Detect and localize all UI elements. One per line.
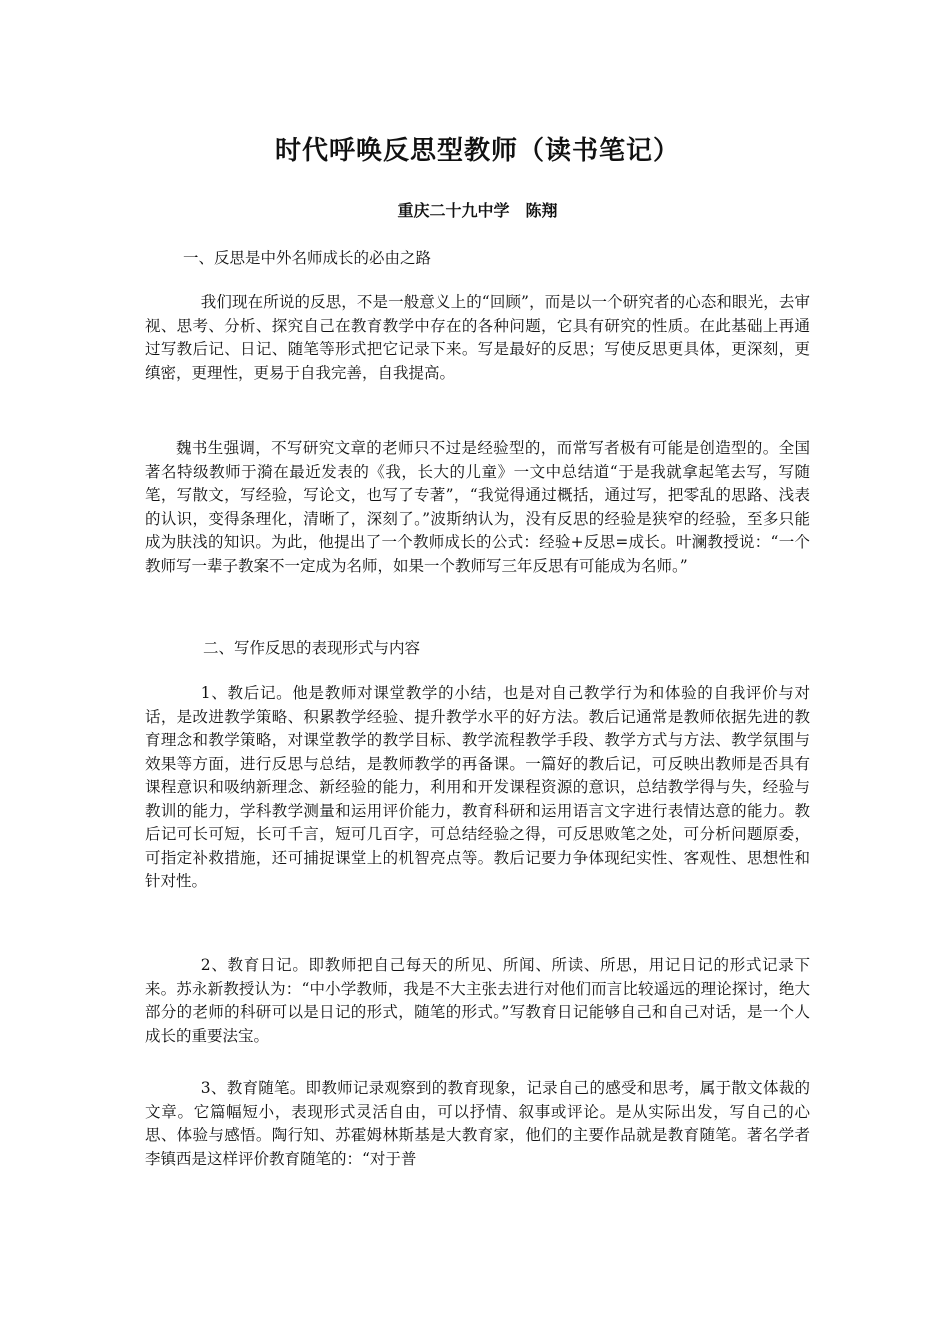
document-title: 时代呼唤反思型教师（读书笔记） — [274, 136, 680, 166]
paragraph-3: 1、教后记。他是教师对课堂教学的小结，也是对自己教学行为和体验的自我评价与对话，是改进教学策略、积累教学经验、提升教学水平的好方法。教后记通常是教师依据先进的教育理念和教学策略，对课堂教学的教学目标、教学流程教学手段、教学方式与方法、教学氛围与效果等方面，进行反思与总结，是教师教学的再备课。一篇好的教后记，可反映出教师是否具有课程意识和吸纳新理念、新经验的能力，利用和开发课程资源的意识，总结教学得与失，经验与教训的能力，学科教学测量和运用评价能力，教育科研和运用语言文字进行表情达意的能力。教后记可长可短，长可千言，短可几百字，可总结经验之得，可反思败笔之处，可分析问题原委，可指定补救措施，还可捕捉课堂上的机智亮点等。教后记要力争体现纪实性、客观性、思想性和针对性。 — [145, 684, 810, 890]
paragraph-2: 魏书生强调，不写研究文章的老师只不过是经验型的，而常写者极有可能是创造型的。全国著名特级教师于漪在最近发表的《我，长大的儿童》一文中总结道“于是我就拿起笔去写，写随笔，写散文，写经验，写论文，也写了专著”，“我觉得通过概括，通过写，把零乱的思路、浅表的认识，变得条理化，清晰了，深刻了。”波斯纳认为，没有反思的经验是狭窄的经验，至多只能成为肤浅的知识。为此，他提出了一个教师成长的公式：经验+反思=成长。叶澜教授说：“一个教师写一辈子教案不一定成为名师，如果一个教师写三年反思有可能成为名师。” — [145, 439, 810, 575]
section-heading-2: 二、写作反思的表现形式与内容 — [203, 639, 421, 657]
paragraph-1: 我们现在所说的反思，不是一般意义上的“回顾”，而是以一个研究者的心态和眼光，去审视、思考、分析、探究自己在教育教学中存在的各种问题，它具有研究的性质。在此基础上再通过写教后记、日记、随笔等形式把它记录下来。写是最好的反思；写使反思更具体，更深刻，更缜密，更理性，更易于自我完善，自我提高。 — [145, 293, 810, 382]
paragraph-5: 3、教育随笔。即教师记录观察到的教育现象，记录自己的感受和思考，属于散文体裁的文章。它篇幅短小，表现形式灵活自由，可以抒情、叙事或评论。是从实际出发，写自己的心思、体验与感悟。陶行知、苏霍姆林斯基是大教育家，他们的主要作品就是教育随笔。著名学者李镇西是这样评价教育随笔的：“对于普 — [145, 1079, 810, 1168]
paragraph-4: 2、教育日记。即教师把自己每天的所见、所闻、所读、所思，用记日记的形式记录下来。苏永新教授认为：“中小学教师，我是不大主张去进行对他们而言比较遥远的理论探讨，绝大部分的老师的科研可以是日记的形式，随笔的形式。”写教育日记能够自己和自己对话，是一个人成长的重要法宝。 — [145, 956, 810, 1045]
author-byline: 重庆二十九中学 陈翔 — [397, 201, 558, 220]
section-heading-1: 一、反思是中外名师成长的必由之路 — [183, 249, 432, 267]
